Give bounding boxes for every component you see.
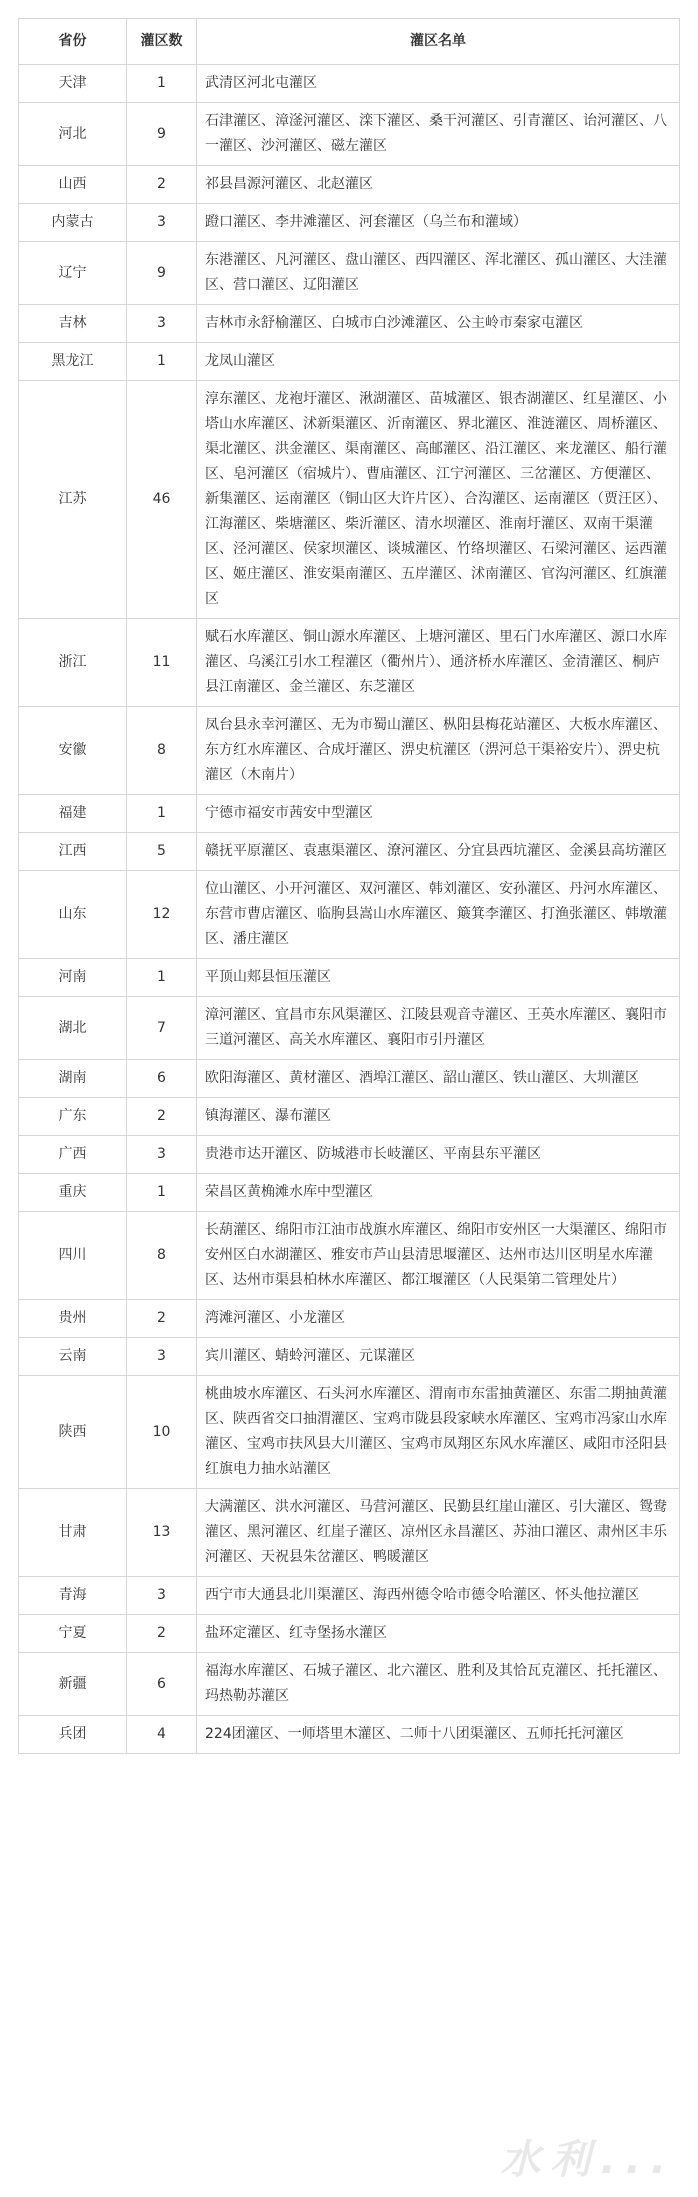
province-cell: 吉林 bbox=[19, 305, 127, 343]
province-cell: 浙江 bbox=[19, 619, 127, 707]
table-row bbox=[19, 1060, 680, 1098]
district-list-cell: 武清区河北屯灌区 bbox=[197, 65, 680, 103]
count-cell: 10 bbox=[127, 1376, 197, 1489]
table-row bbox=[19, 959, 680, 997]
province-cell: 湖南 bbox=[19, 1060, 127, 1098]
province-cell: 广西 bbox=[19, 1136, 127, 1174]
district-list-cell: 位山灌区、小开河灌区、双河灌区、韩刘灌区、安孙灌区、丹河水库灌区、东营市曹店灌区、临朐县嵩山水库灌区、簸箕李灌区、打渔张灌区、韩墩灌区、潘庄灌区 bbox=[197, 871, 680, 959]
table-row bbox=[19, 204, 680, 242]
count-cell: 7 bbox=[127, 997, 197, 1060]
district-list-cell: 福海水库灌区、石城子灌区、北六灌区、胜利及其恰瓦克灌区、托托灌区、玛热勒苏灌区 bbox=[197, 1653, 680, 1716]
province-cell: 天津 bbox=[19, 65, 127, 103]
table-row bbox=[19, 1615, 680, 1653]
province-cell: 辽宁 bbox=[19, 242, 127, 305]
header-list: 灌区名单 bbox=[197, 19, 680, 65]
province-cell: 福建 bbox=[19, 795, 127, 833]
count-cell: 13 bbox=[127, 1489, 197, 1577]
table-row bbox=[19, 103, 680, 166]
province-cell: 青海 bbox=[19, 1577, 127, 1615]
province-cell: 陕西 bbox=[19, 1376, 127, 1489]
district-list-cell: 盐环定灌区、红寺堡扬水灌区 bbox=[197, 1615, 680, 1653]
table-row bbox=[19, 1489, 680, 1577]
watermark: 水利... bbox=[500, 2137, 676, 2183]
table-row bbox=[19, 305, 680, 343]
count-cell: 46 bbox=[127, 381, 197, 619]
table-row bbox=[19, 707, 680, 795]
header-count: 灌区数 bbox=[127, 19, 197, 65]
province-cell: 宁夏 bbox=[19, 1615, 127, 1653]
table-row bbox=[19, 343, 680, 381]
district-list-cell: 赋石水库灌区、铜山源水库灌区、上塘河灌区、里石门水库灌区、源口水库灌区、乌溪江引水工程灌区（衢州片）、通济桥水库灌区、金清灌区、桐庐县江南灌区、金兰灌区、东芝灌区 bbox=[197, 619, 680, 707]
province-cell: 江西 bbox=[19, 833, 127, 871]
district-list-cell: 凤台县永幸河灌区、无为市蜀山灌区、枞阳县梅花站灌区、大板水库灌区、东方红水库灌区、合成圩灌区、淠史杭灌区（淠河总干渠裕安片）、淠史杭灌区（木南片） bbox=[197, 707, 680, 795]
district-list-cell: 祁县昌源河灌区、北赵灌区 bbox=[197, 166, 680, 204]
table-row bbox=[19, 65, 680, 103]
count-cell: 4 bbox=[127, 1716, 197, 1754]
province-cell: 河南 bbox=[19, 959, 127, 997]
table-row bbox=[19, 1376, 680, 1489]
district-list-cell: 长葫灌区、绵阳市江油市战旗水库灌区、绵阳市安州区一大渠灌区、绵阳市安州区白水湖灌区、雅安市芦山县清思堰灌区、达州市达川区明星水库灌区、达州市渠县柏林水库灌区、都江堰灌区（人民渠第二管理处片） bbox=[197, 1212, 680, 1300]
province-cell: 河北 bbox=[19, 103, 127, 166]
table-row bbox=[19, 1136, 680, 1174]
count-cell: 6 bbox=[127, 1060, 197, 1098]
district-list-cell: 桃曲坡水库灌区、石头河水库灌区、渭南市东雷抽黄灌区、东雷二期抽黄灌区、陕西省交口抽渭灌区、宝鸡市陇县段家峡水库灌区、宝鸡市冯家山水库灌区、宝鸡市扶风县大川灌区、宝鸡市凤翔区东风水库灌区、咸阳市泾阳县红旗电力抽水站灌区 bbox=[197, 1376, 680, 1489]
table-row bbox=[19, 1653, 680, 1716]
table-row bbox=[19, 1716, 680, 1754]
count-cell: 2 bbox=[127, 1098, 197, 1136]
province-cell: 重庆 bbox=[19, 1174, 127, 1212]
province-cell: 贵州 bbox=[19, 1300, 127, 1338]
district-list-cell: 湾滩河灌区、小龙灌区 bbox=[197, 1300, 680, 1338]
province-cell: 安徽 bbox=[19, 707, 127, 795]
table-row bbox=[19, 381, 680, 619]
province-cell: 广东 bbox=[19, 1098, 127, 1136]
count-cell: 3 bbox=[127, 1136, 197, 1174]
table-row bbox=[19, 833, 680, 871]
province-cell: 山东 bbox=[19, 871, 127, 959]
district-list-cell: 荣昌区黄桷滩水库中型灌区 bbox=[197, 1174, 680, 1212]
province-cell: 新疆 bbox=[19, 1653, 127, 1716]
count-cell: 3 bbox=[127, 305, 197, 343]
district-list-cell: 平顶山郏县恒压灌区 bbox=[197, 959, 680, 997]
province-cell: 云南 bbox=[19, 1338, 127, 1376]
province-cell: 湖北 bbox=[19, 997, 127, 1060]
count-cell: 8 bbox=[127, 1212, 197, 1300]
province-cell: 甘肃 bbox=[19, 1489, 127, 1577]
province-cell: 黑龙江 bbox=[19, 343, 127, 381]
district-list-cell: 欧阳海灌区、黄材灌区、酒埠江灌区、韶山灌区、铁山灌区、大圳灌区 bbox=[197, 1060, 680, 1098]
district-list-cell: 吉林市永舒榆灌区、白城市白沙滩灌区、公主岭市秦家屯灌区 bbox=[197, 305, 680, 343]
district-list-cell: 西宁市大通县北川渠灌区、海西州德令哈市德令哈灌区、怀头他拉灌区 bbox=[197, 1577, 680, 1615]
district-list-cell: 石津灌区、漳滏河灌区、滦下灌区、桑干河灌区、引青灌区、诒河灌区、八一灌区、沙河灌区、磁左灌区 bbox=[197, 103, 680, 166]
table-row bbox=[19, 871, 680, 959]
district-list-cell: 宁德市福安市茜安中型灌区 bbox=[197, 795, 680, 833]
count-cell: 3 bbox=[127, 204, 197, 242]
count-cell: 2 bbox=[127, 1300, 197, 1338]
table-body bbox=[19, 65, 680, 1754]
table-row bbox=[19, 1577, 680, 1615]
count-cell: 3 bbox=[127, 1577, 197, 1615]
district-list-cell: 赣抚平原灌区、袁惠渠灌区、潦河灌区、分宜县西坑灌区、金溪县高坊灌区 bbox=[197, 833, 680, 871]
count-cell: 9 bbox=[127, 242, 197, 305]
table-row bbox=[19, 166, 680, 204]
district-list-cell: 大满灌区、洪水河灌区、马营河灌区、民勤县红崖山灌区、引大灌区、鸳鸯灌区、黑河灌区、红崖子灌区、凉州区永昌灌区、苏油口灌区、肃州区丰乐河灌区、天祝县朱岔灌区、鸭暖灌区 bbox=[197, 1489, 680, 1577]
count-cell: 1 bbox=[127, 65, 197, 103]
count-cell: 1 bbox=[127, 795, 197, 833]
province-cell: 兵团 bbox=[19, 1716, 127, 1754]
province-cell: 山西 bbox=[19, 166, 127, 204]
table-row bbox=[19, 619, 680, 707]
district-list-cell: 224团灌区、一师塔里木灌区、二师十八团渠灌区、五师托托河灌区 bbox=[197, 1716, 680, 1754]
count-cell: 11 bbox=[127, 619, 197, 707]
table-row bbox=[19, 795, 680, 833]
irrigation-district-table bbox=[18, 18, 680, 1754]
table-row bbox=[19, 997, 680, 1060]
table-row bbox=[19, 1174, 680, 1212]
count-cell: 5 bbox=[127, 833, 197, 871]
count-cell: 6 bbox=[127, 1653, 197, 1716]
count-cell: 2 bbox=[127, 1615, 197, 1653]
header-province: 省份 bbox=[19, 19, 127, 65]
count-cell: 9 bbox=[127, 103, 197, 166]
table-row bbox=[19, 1300, 680, 1338]
district-list-cell: 贵港市达开灌区、防城港市长岐灌区、平南县东平灌区 bbox=[197, 1136, 680, 1174]
province-cell: 内蒙古 bbox=[19, 204, 127, 242]
district-list-cell: 镇海灌区、瀑布灌区 bbox=[197, 1098, 680, 1136]
district-list-cell: 漳河灌区、宜昌市东风渠灌区、江陵县观音寺灌区、王英水库灌区、襄阳市三道河灌区、高关水库灌区、襄阳市引丹灌区 bbox=[197, 997, 680, 1060]
district-list-cell: 龙凤山灌区 bbox=[197, 343, 680, 381]
district-list-cell: 东港灌区、凡河灌区、盘山灌区、西四灌区、浑北灌区、孤山灌区、大洼灌区、营口灌区、辽阳灌区 bbox=[197, 242, 680, 305]
district-list-cell: 淳东灌区、龙袍圩灌区、湫湖灌区、苗城灌区、银杏湖灌区、红星灌区、小塔山水库灌区、沭新渠灌区、沂南灌区、界北灌区、淮涟灌区、周桥灌区、渠北灌区、洪金灌区、渠南灌区、高邮灌区、沿江灌区、来龙灌区、船行灌区、皂河灌区（宿城片）、曹庙灌区、江宁河灌区、三岔灌区、方便灌区、新集灌区、运南灌区（铜山区大许片区）、合沟灌区、运南灌区（贾汪区）、江海灌区、柴塘灌区、柴沂灌区、清水坝灌区、淮南圩灌区、双南干渠灌区、泾河灌区、侯家坝灌区、谈城灌区、竹络坝灌区、石梁河灌区、运西灌区、姬庄灌区、淮安渠南灌区、五岸灌区、沭南灌区、官沟河灌区、红旗灌区 bbox=[197, 381, 680, 619]
table-row bbox=[19, 242, 680, 305]
table-row bbox=[19, 1098, 680, 1136]
count-cell: 12 bbox=[127, 871, 197, 959]
province-cell: 江苏 bbox=[19, 381, 127, 619]
count-cell: 1 bbox=[127, 1174, 197, 1212]
count-cell: 3 bbox=[127, 1338, 197, 1376]
table-row bbox=[19, 1338, 680, 1376]
district-list-cell: 宾川灌区、蜻蛉河灌区、元谋灌区 bbox=[197, 1338, 680, 1376]
count-cell: 1 bbox=[127, 343, 197, 381]
table-row bbox=[19, 1212, 680, 1300]
count-cell: 2 bbox=[127, 166, 197, 204]
count-cell: 1 bbox=[127, 959, 197, 997]
district-list-cell: 蹬口灌区、李井滩灌区、河套灌区（乌兰布和灌域） bbox=[197, 204, 680, 242]
province-cell: 四川 bbox=[19, 1212, 127, 1300]
table-header-row bbox=[19, 19, 680, 65]
count-cell: 8 bbox=[127, 707, 197, 795]
